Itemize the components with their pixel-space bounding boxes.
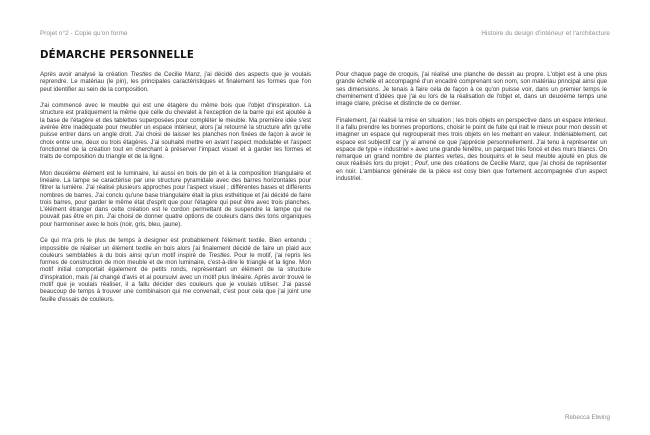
italic-title: Trestles <box>208 251 230 259</box>
text-run: Mon deuxième élément est le luminaire, lui aussi en bois de pin et à la composition triangulaire et linéaire. La lampe se caractérise par une structure pyramidale avec des barres horizontales pour filtrer la lumière. J'ai réalisé plusieurs approches pour l'aspect visuel ; différentes bases et différents nombres de barres. J'ai conclu qu'une base triangulaire était la plus esthétique et j'ai décidé de faire trois barres, pour garder le même état d'esprit que pour l'étagère qui peut être avec trois planches. L'élément étranger dans cette création est le cordon permettant de suspendre la lampe qui ne pouvait pas être en pin. J'ai choisi de donner quatre options de couleurs dans des tons organiques pour harmoniser avec le bois (noir, gris, bleu, jaune). <box>40 169 311 228</box>
paragraph-intro <box>40 71 311 93</box>
text-column-right <box>336 71 607 192</box>
paragraph-lamp <box>40 170 311 228</box>
text-run: de Cecilie Manz, j'ai décidé des aspects que je voulais reprendre. Le matériau (le pin), les principales caractéristiques et finalement les formes que l'on peut identifier au sein de la composition. <box>40 71 311 93</box>
header-course-title: Histoire du design d'intérieur et l'architecture <box>481 30 610 37</box>
page-title: DÉMARCHE PERSONNELLE <box>40 50 195 61</box>
text-run: J'ai commencé avec le meuble qui est une étagère du même bois que l'objet d'inspiration. La structure est pratiquement la même que celle du chevalet à l'exception de la barre qui est ajoutée à la base de l'étagère et des tablettes superposées pour compléter le meuble. Ma première idée s'est avérée être inadéquate pour meubler un espace intérieur, alors j'ai retourné la structure afin qu'elle puisse entrer dans un angle droit. J'ai choisi de laisser les planches non fixées de façon à avoir le choix entre une, deux ou trois étagères. J'ai souhaité mettre en avant l'aspect modulable et l'aspect fonctionnel de la création tout en cherchant à préserver l'impact visuel et à garder les formes et traits de composition du triangle et de la ligne. <box>40 102 311 161</box>
paragraph-shelf <box>40 102 311 160</box>
italic-title: Trestles <box>130 71 152 78</box>
text-run: , une des créations de Cecilie Manz, que j'ai choisi de représenter en noir. L'ambiance générale de la pièce est cosy bien que fortement accompagnée d'un aspect industriel. <box>336 160 607 183</box>
text-run: . Pour le motif, j'ai repris les formes de construction de mon meuble et de mon luminaire, c'est-à-dire le triangle et la ligne. Mon motif initial comportait également de petits ronds, représentant un élément de la structure d'inspiration, mais j'ai changé d'avis et ai poursuivi avec un motif plus linéaire. Après avoir trouvé le motif que je voulais réaliser, il a fallu décider des couleurs que je voulais utiliser. J'ai passé beaucoup de temps à trouver une combinaison qui me convenait, c'est pour cela que j'ai joint une feuille d'essais de couleurs. <box>40 251 311 303</box>
italic-title: Pouf <box>414 160 428 168</box>
text-column-left <box>40 71 311 312</box>
paragraph-drawings <box>336 71 607 107</box>
text-run: Après avoir analysé la création <box>40 71 131 78</box>
paragraph-situation <box>336 117 607 183</box>
header-project-label: Projet n°2 - Copie qu'on forme <box>40 30 128 37</box>
text-run: Pour chaque page de croquis, j'ai réalisé une planche de dessin au propre. L'objet est à une plus grande échelle et accompagné d'un encadré comprenant son nom, son matériau principal ainsi que ses dimensions. Je tenais à faire cela de façon à ce qu'on puisse voir, dans un premier temps le cheminement d'idées que j'ai eu lors de la réalisation de l'objet et, dans un deuxième temps une image claire, précise et distincte de ce dernier. <box>336 71 607 108</box>
text-run: Ce qui m'a pris le plus de temps à designer est probablement l'élément textile. Bien entendu ; impossible de réaliser un élément textile en bois alors j'ai finalement décidé de faire un plaid aux couleurs semblables à du bois ainsi qu'un motif inspiré de <box>40 237 311 259</box>
text-run: Finalement, j'ai réalisé la mise en situation ; les trois objets en perspective dans un espace intérieur. Il a fallu prendre les bonnes proportions, choisir le point de fuite qui irait le mieux pour mon dessin et imaginer un espace qui regrouperait mes trois objets en les mettant en valeur. Indéniablement, cet espace est subjectif car j'y ai amené ce que j'apprécie personnellement. J'ai tenu à représenter un espace de type « industriel » avec une grande fenêtre, un parquet très foncé et des murs blancs. On remarque un grand nombre de plantes vertes, des bouquins et le seul meuble ajouté en plus de ceux réalisés lors du projet ; <box>336 116 607 168</box>
author-name: Rebecca Elwing <box>564 414 610 421</box>
paragraph-textile <box>40 237 311 303</box>
